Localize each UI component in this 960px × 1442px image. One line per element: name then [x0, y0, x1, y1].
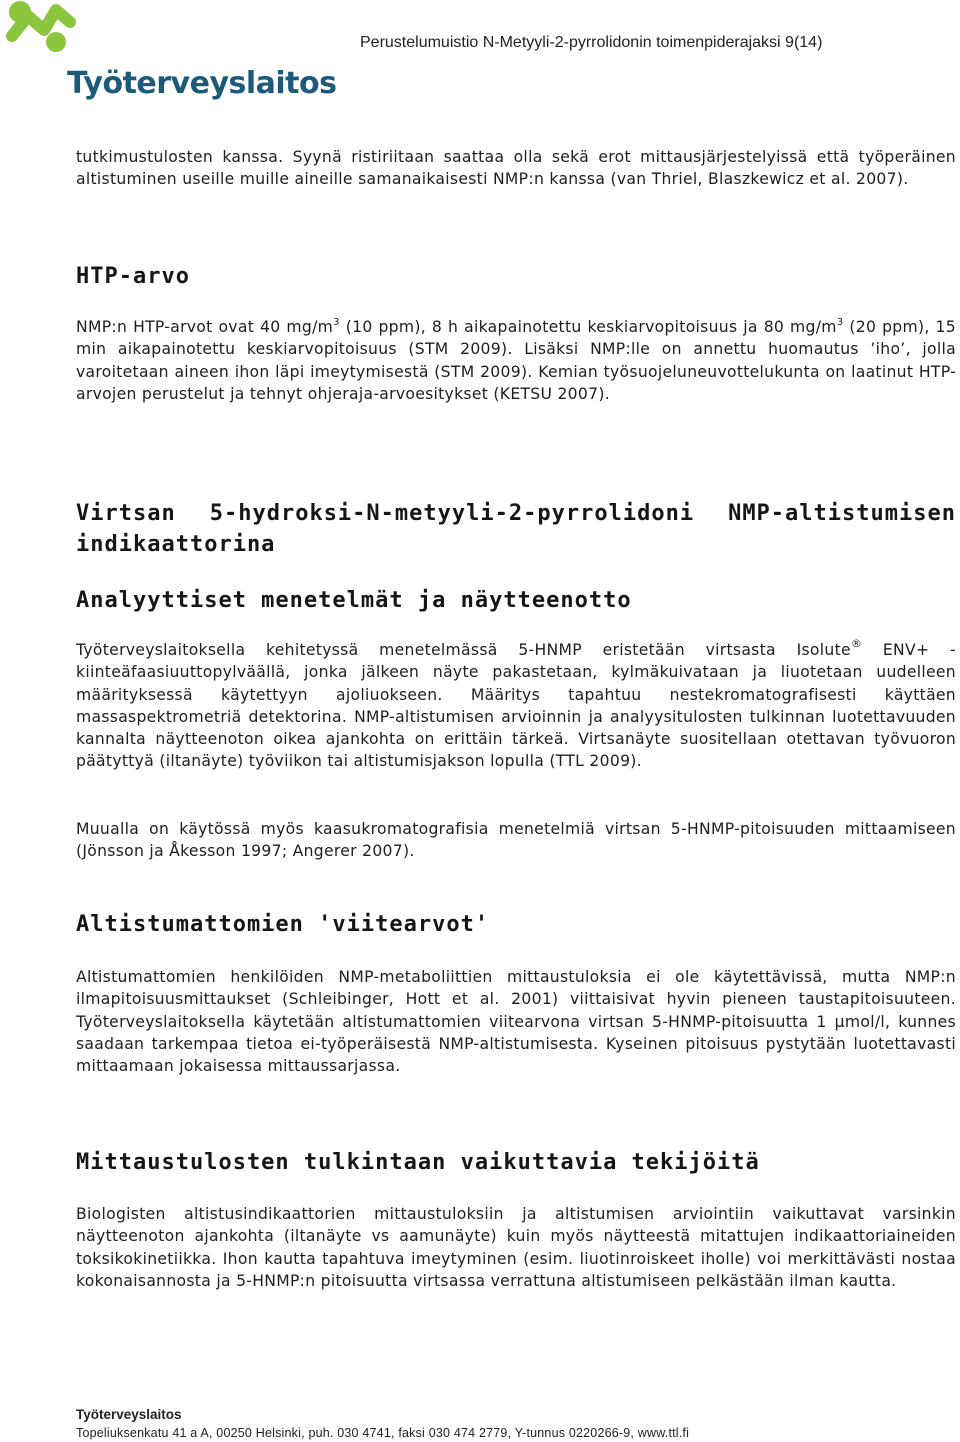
superscript-3: 3 [836, 317, 844, 328]
analyyttiset-paragraph-2: Muualla on käytössä myös kaasukromatografisia menetelmiä virtsan 5-HNMP-pitoisuuden mittaamiseen (Jönsson ja Åkesson 1997; Angerer 2007). [76, 820, 956, 861]
htp-text-3: (20 ppm), 15 min aikapainotettu keskiarvopitoisuus (STM 2009). Lisäksi NMP:lle on annettu huomautus ’iho’, jolla varoitetaan aineen ihon läpi imeytymisestä (STM 2009). Kemian työsuojeluneuvottelukunta on laatinut HTP-arvojen perustelut ja tehnyt ohjeraja-arvoesitykset (KETSU 2007). [76, 318, 956, 403]
mittaustulosten-paragraph: Biologisten altistusindikaattorien mittaustuloksiin ja altistumisen arviointiin vaikuttavat varsinkin näytteenoton ajankohta (iltanäyte vs aamunäyte) kuin myös näytteestä mitattujen indikaattoriaineiden toksikokinetiikka. Ihon kautta tapahtuva imeytyminen (esim. liuotinroiskeet iholle) voi merkittävästi nostaa kokonaisannosta ja 5-HNMP:n pitoisuutta virtsassa verrattuna altistumiseen pelkästään ilman kautta. [76, 1205, 956, 1290]
altistumattomien-paragraph: Altistumattomien henkilöiden NMP-metaboliittien mittaustuloksia ei ole käytettävissä, mutta NMP:n ilmapitoisuusmittaukset (Schleibinger, Hott et al. 2001) viittaisivat hyvin pieneen taustapitoisuuteen. Työterveyslaitoksella käytetään altistumattomien viitearvona virtsan 5-HNMP-pitoisuutta 1 µmol/l, kunnes saadaan tarkempaa tietoa ei-työperäisestä NMP-altistumisesta. Kyseinen pitoisuus pystytään luotettavasti mittaamaan jokaisessa mittaussarjassa. [76, 968, 956, 1076]
heading-virtsan: Virtsan 5-hydroksi-N-metyyli-2-pyrrolidoni NMP-altistumisen indikaattorina [76, 501, 956, 557]
heading-mittaustulosten: Mittaustulosten tulkintaan vaikuttavia tekijöitä [76, 1150, 760, 1175]
logo-wordmark: Työterveyslaitos [67, 66, 337, 101]
footer-address: Topeliuksenkatu 41 a A, 00250 Helsinki, puh. 030 4741, faksi 030 474 2779, Y-tunnus 0220266-9, www.ttl.fi [76, 1426, 690, 1440]
analyyttiset-paragraph-1 [76, 639, 956, 773]
heading-analyyttiset: Analyyttiset menetelmät ja näytteenotto [76, 588, 632, 613]
footer-organization: Työterveyslaitos [76, 1407, 182, 1422]
heading-htp-arvo: HTP-arvo [76, 264, 190, 289]
analyyttiset-text-1: Työterveyslaitoksella kehitetyssä menetelmässä 5-HNMP eristetään virtsasta Isolute [76, 641, 851, 659]
logo [4, 0, 337, 110]
logo-mark-icon [4, 0, 94, 70]
htp-paragraph [76, 316, 956, 405]
intro-paragraph: tutkimustulosten kanssa. Syynä ristiriitaan saattaa olla sekä erot mittausjärjestelyissä että työperäinen altistuminen useille muille aineille samanaikaisesti NMP:n kanssa (van Thriel, Blaszkewicz et al. 2007). [76, 148, 956, 189]
htp-text-2: (10 ppm), 8 h aikapainotettu keskiarvopitoisuus ja 80 mg/m [339, 318, 837, 336]
superscript-3: 3 [333, 317, 340, 328]
document-title: Perustelumuistio N-Metyyli-2-pyrrolidonin toimenpiderajaksi 9(14) [360, 34, 823, 51]
htp-text-1: NMP:n HTP-arvot ovat 40 mg/m [76, 318, 334, 336]
registered-mark: ® [850, 637, 863, 650]
analyyttiset-text-2: ENV+ -kiinteäfaasiuuttopylväällä, jonka jälkeen näyte pakastetaan, kylmäkuivataan ja liuotetaan uudelleen määrityksessä käytettyyn ajoliuokseen. Määritys tapahtuu nestekromatografisesti käyttäen massaspektrometriä detektorina. NMP-altistumisen arvioinnin ja analyysitulosten tulkinnan luotettavuuden kannalta näytteenoton oikea ajankohta on erittäin tärkeä. Virtsanäyte suositellaan otettavan työvuoron päätyttyä (iltanäyte) työviikon tai altistumisjakson lopulla (TTL 2009). [76, 641, 956, 771]
heading-altistumattomien: Altistumattomien 'viitearvot' [76, 912, 490, 937]
